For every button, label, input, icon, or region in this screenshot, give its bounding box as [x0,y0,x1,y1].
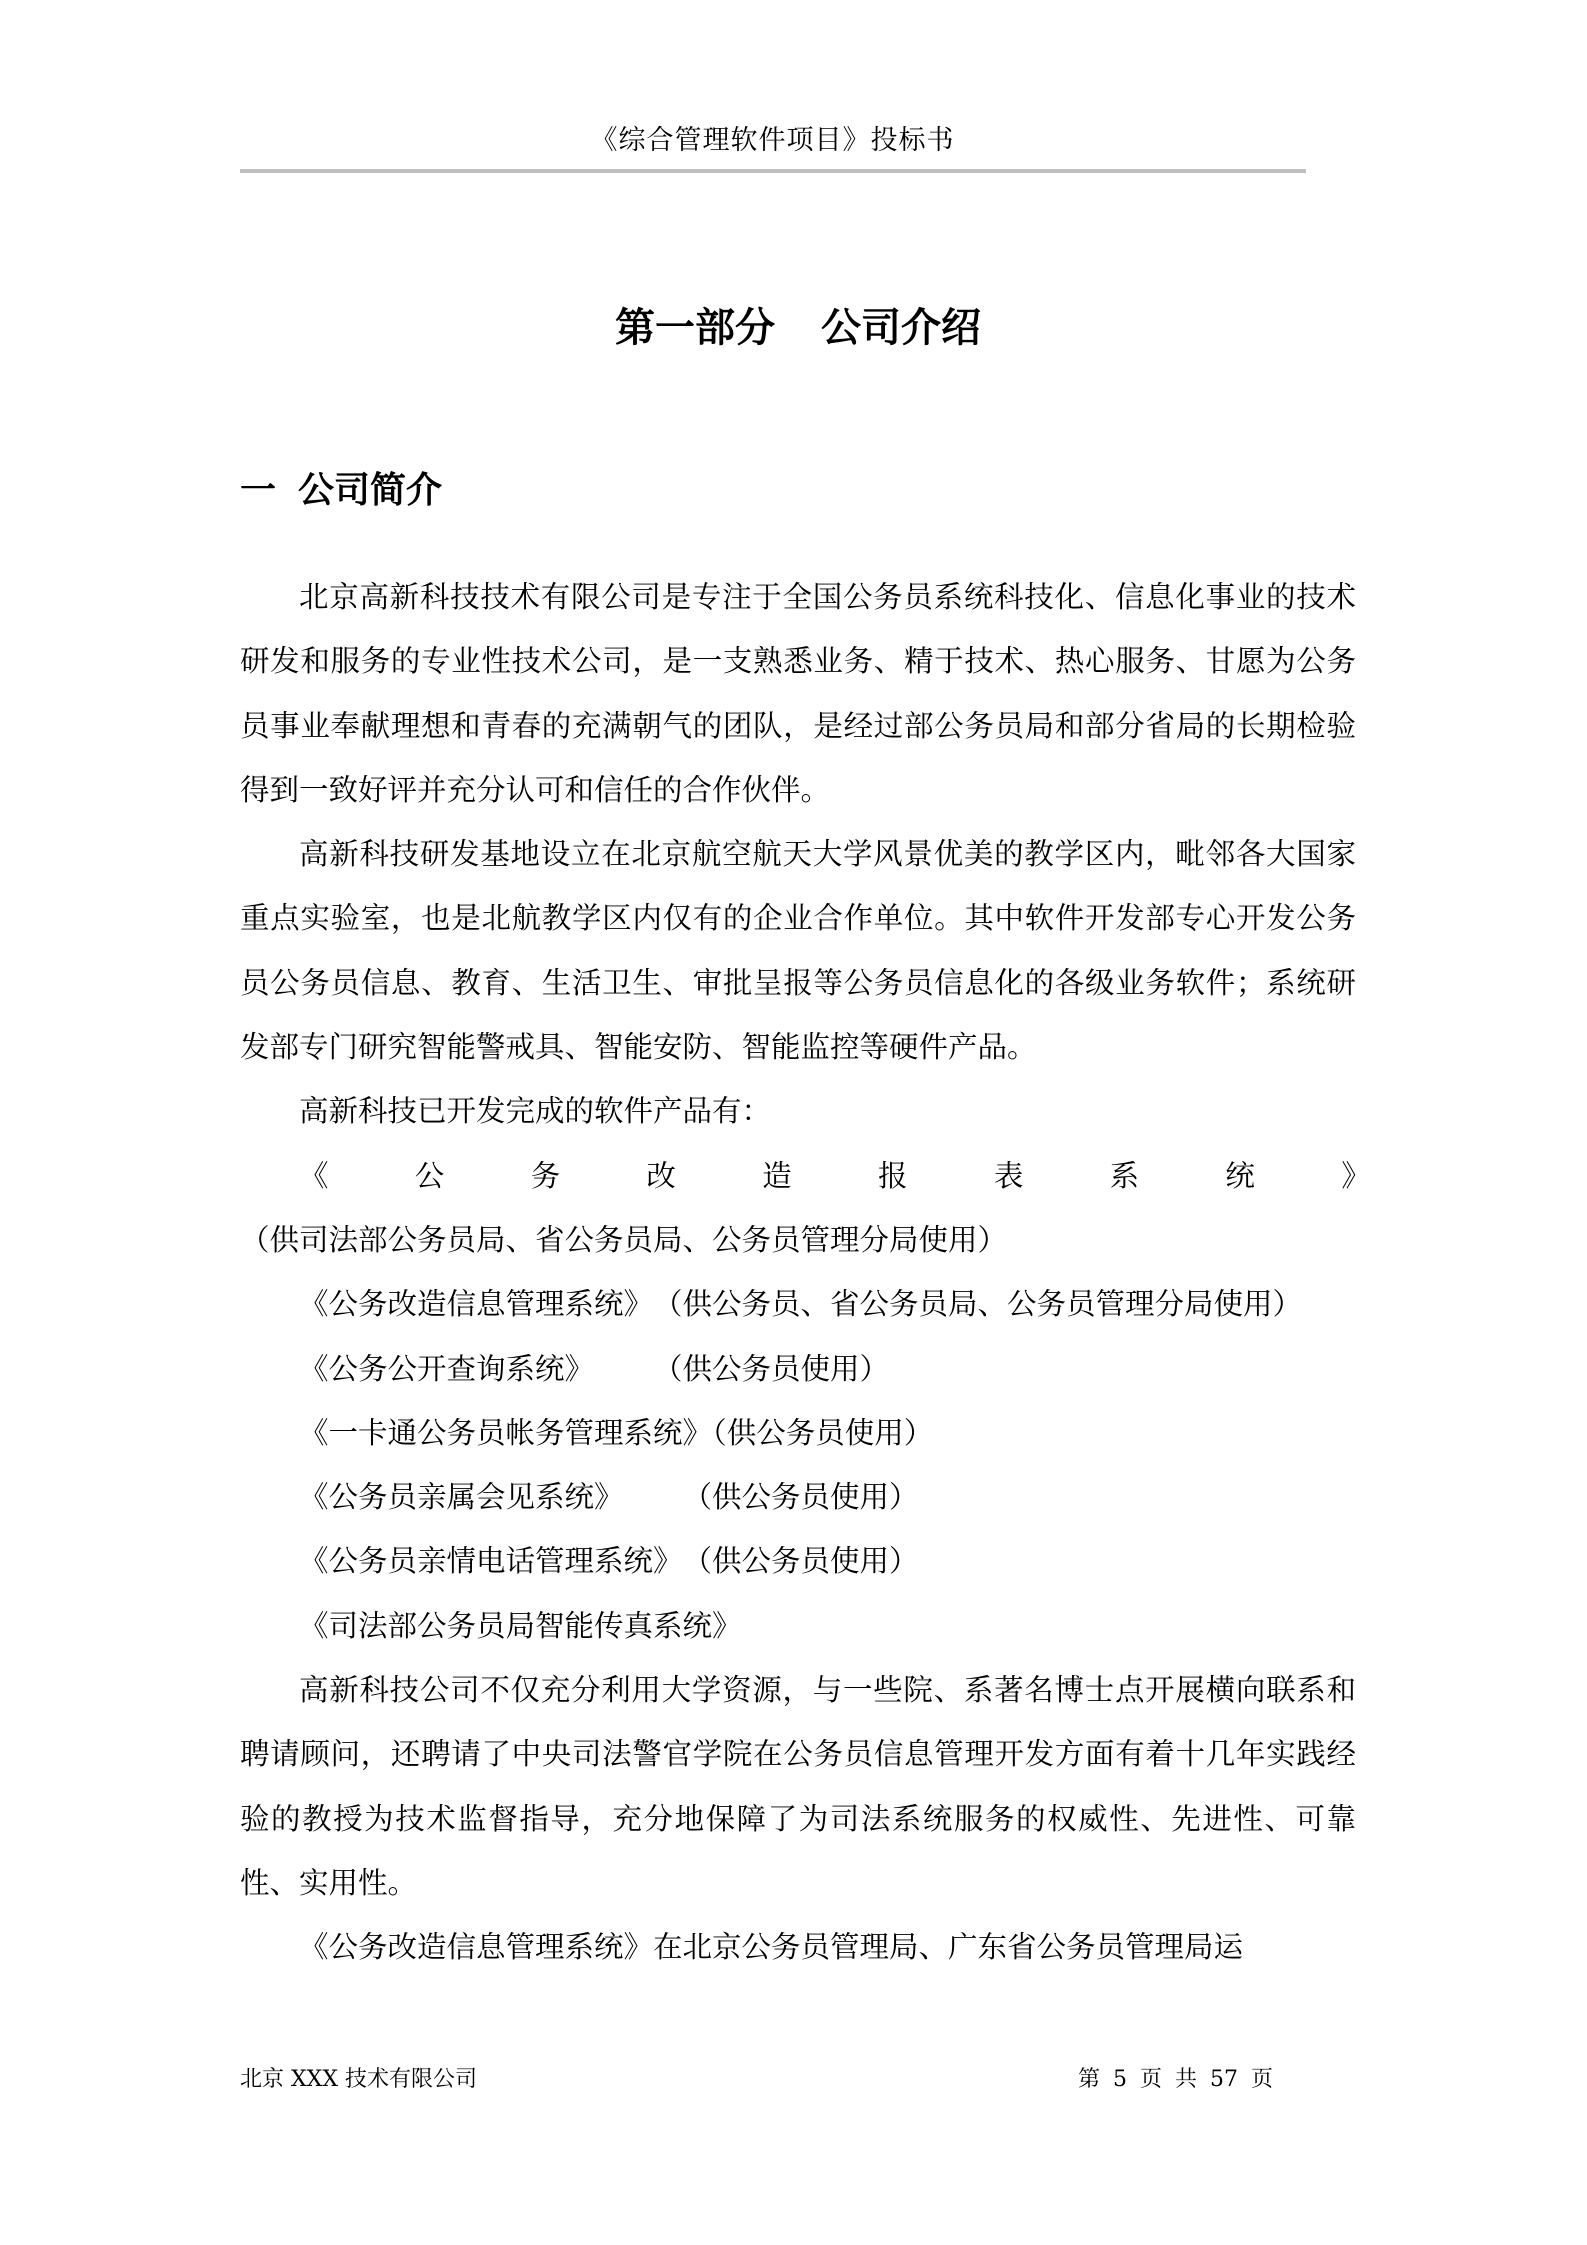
product-name: 《司法部公务员局智能传真系统》 [299,1608,742,1643]
product-usage: （供公务员使用） [712,1415,934,1450]
product-item [240,1337,1356,1401]
paragraph: 高新科技研发基地设立在北京航空航天大学风景优美的教学区内，毗邻各大国家重点实验室，也是北航教学区内仅有的企业合作单位。其中软件开发部专心开发公务员公务员信息、教育、生活卫生、审批呈报等公务员信息化的各级业务软件；系统研发部专门研究智能警戒具、智能安防、智能监控等硬件产品。 [240,837,1356,1065]
product-usage: （供公务员、省公务员局、公务员管理分局使用） [667,1287,1303,1322]
product-name: 《公务员亲情电话管理系统》 [299,1544,668,1579]
footer-company: 北京 XXX 技术有限公司 [240,2067,477,2092]
part-title [240,296,1356,353]
product-name: 《公务改造报表系统》 [299,1158,1356,1193]
paragraph: 《公务改造信息管理系统》在北京公务员管理局、广东省公务员管理局运 [299,1930,1244,1965]
product-name: 《一卡通公务员帐务管理系统》 [299,1415,713,1450]
product-name: 《公务员亲属会见系统》 [299,1480,609,1515]
section-heading [240,462,442,513]
product-item [240,1272,1356,1336]
product-item [240,1594,1356,1658]
product-item [240,1401,1356,1465]
part-label: 第一部分 [615,305,775,351]
product-usage: （供公务员使用） [697,1544,919,1579]
product-name: 《公务公开查询系统》 [299,1351,580,1386]
product-usage: （供公务员使用） [667,1351,890,1386]
product-name: 《公务改造信息管理系统》 [299,1287,639,1322]
section-name: 公司简介 [298,470,443,511]
product-usage: （供司法部公务员局、省公务员局、公务员管理分局使用） [240,1222,1008,1257]
product-usage: （供公务员使用） [697,1480,919,1515]
paragraph: 高新科技公司不仅充分利用大学资源，与一些院、系著名博士点开展横向联系和聘请顾问，还聘请了中央司法警官学院在公务员信息管理开发方面有着十几年实践经验的教授为技术监督指导，充分地保障了为司法系统服务的权威性、先进性、可靠性、实用性。 [240,1673,1356,1900]
body-text [240,565,1356,1980]
part-name: 公司介绍 [821,305,981,351]
product-item [240,1529,1356,1593]
paragraph: 北京高新科技技术有限公司是专注于全国公务员系统科技化、信息化事业的技术研发和服务的专业性技术公司，是一支熟悉业务、精于技术、热心服务、甘愿为公务员事业奉献理想和青春的充满朝气的团队，是经过部公务员局和部分省局的长期检验得到一致好评并充分认可和信任的合作伙伴。 [240,580,1356,807]
page-number: 第 5 页 共 57 页 [1078,2067,1273,2092]
paragraph: 高新科技已开发完成的软件产品有： [299,1094,772,1129]
product-item [240,1144,1356,1273]
section-number: 一 [240,470,277,511]
product-item [240,1465,1356,1529]
running-header: 《综合管理软件项目》投标书 [590,125,955,156]
header-divider [240,169,1306,173]
